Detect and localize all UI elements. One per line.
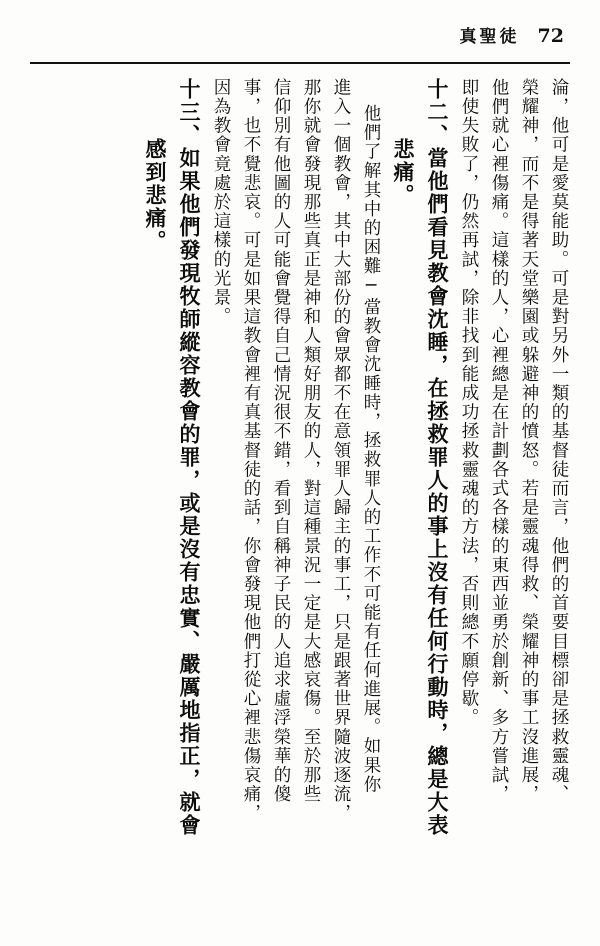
text-column: 進入一個教會，其中大部份的會眾都不在意領罪人歸主的事工，只是跟著世界隨波逐流， <box>331 78 351 823</box>
text-column: 那你就會發現那些真正是神和人類好朋友的人，對這種景況一定是大感哀傷。至於那些 <box>301 78 321 804</box>
vertical-text-body <box>26 78 574 920</box>
text-column: 即使失敗了，仍然再試，除非找到能成功拯救靈魂的方法，否則總不願停歇。 <box>459 78 479 728</box>
text-column: 淪，他可是愛莫能助。可是對另外一類的基督徒而言，他們的首要目標卻是拯救靈魂、 <box>549 78 569 804</box>
text-column: 十二、當他們看見教會沈睡，在拯救罪人的事上沒有任何行動時，總是大表 <box>425 78 450 837</box>
text-column: 感到悲痛。 <box>143 138 168 253</box>
text-column: 榮耀神，而不是得著天堂樂園或躲避神的憤怒。若是靈魂得救、榮耀神的事工沒進展， <box>519 78 539 804</box>
text-column: 十三、如果他們發現牧師縱容教會的罪，或是沒有忠實、嚴厲地指正，就會 <box>177 78 202 837</box>
page-header <box>460 22 564 47</box>
text-column: 悲痛。 <box>391 138 416 207</box>
header-divider <box>30 62 570 64</box>
text-column: 因為教會竟處於這樣的光景。 <box>211 78 231 327</box>
text-column: 他們了解其中的困難─當教會沈睡時，拯救罪人的工作不可能有任何進展。如果你 <box>361 104 381 795</box>
page-number: 72 <box>537 25 564 47</box>
text-column: 他們就心裡傷痛。這樣的人，心裡總是在計劃各式各樣的東西並勇於創新、多方嘗試， <box>489 78 509 804</box>
book-title: 真聖徒 <box>459 27 520 47</box>
text-column: 信仰別有他圖的人可能會覺得自己情況很不錯，看到自稱神子民的人追求虛浮榮華的傻 <box>271 78 291 804</box>
text-column: 事，也不覺悲哀。可是如果這教會裡有真基督徒的話，你會發現他們打從心裡悲傷哀痛， <box>241 78 261 823</box>
